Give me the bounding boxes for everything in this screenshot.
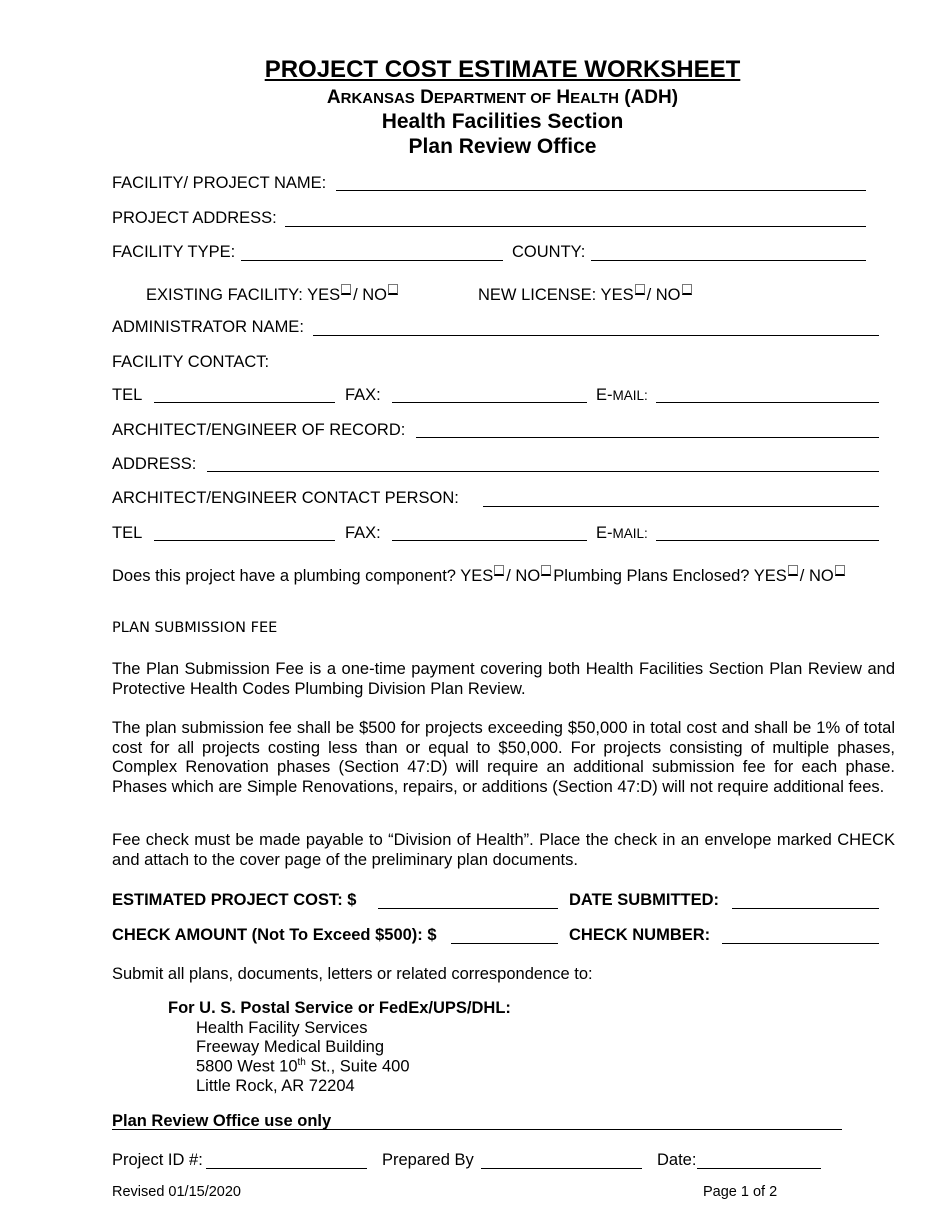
plumbing-plans-no-label: / NO [799, 567, 834, 585]
address-line-3 [196, 1057, 410, 1077]
architect-record-field[interactable] [416, 437, 879, 438]
plumbing-plans-label: Plumbing Plans Enclosed? YES [553, 567, 787, 585]
existing-no-checkbox[interactable] [388, 284, 398, 295]
architect-address-label: ADDRESS: [112, 455, 197, 473]
plumbing-no-checkbox[interactable] [541, 565, 551, 576]
page-number: Page 1 of 2 [703, 1184, 778, 1200]
address-line-4: Little Rock, AR 72204 [196, 1077, 355, 1095]
architect-fax-label: FAX: [345, 524, 381, 542]
plumbing-question: Does this project have a plumbing component? YES [112, 567, 494, 585]
office-date-field[interactable] [697, 1168, 821, 1169]
dept-word-rkansas: RKANSAS [340, 90, 415, 107]
project-address-field[interactable] [285, 226, 866, 227]
administrator-name-label: ADMINISTRATOR NAME: [112, 318, 304, 336]
county-label: COUNTY: [512, 243, 586, 261]
facility-project-name-field[interactable] [336, 190, 866, 191]
facility-fax-field[interactable] [392, 402, 587, 403]
facility-type-label: FACILITY TYPE: [112, 243, 236, 261]
county-field[interactable] [591, 260, 866, 261]
new-license-label: NEW LICENSE: YES [478, 286, 634, 304]
existing-yes-checkbox[interactable] [341, 284, 351, 295]
architect-record-label: ARCHITECT/ENGINEER OF RECORD: [112, 421, 406, 439]
dept-word-ealth: EALTH [570, 90, 619, 107]
submit-intro: Submit all plans, documents, letters or related correspondence to: [112, 965, 593, 983]
estimated-cost-field[interactable] [378, 908, 558, 909]
existing-facility-row [146, 284, 400, 305]
office-name: Plan Review Office [408, 135, 597, 158]
architect-email-label [596, 524, 648, 543]
facility-tel-label: TEL [112, 386, 143, 404]
architect-address-field[interactable] [207, 471, 879, 472]
email-mail: MAIL: [612, 388, 648, 403]
estimated-cost-label: ESTIMATED PROJECT COST: $ [112, 891, 357, 909]
new-license-yes-checkbox[interactable] [635, 284, 645, 295]
date-submitted-field[interactable] [732, 908, 879, 909]
address-ordinal: th [297, 1057, 306, 1068]
facility-type-field[interactable] [241, 260, 503, 261]
facility-fax-label: FAX: [345, 386, 381, 404]
check-amount-field[interactable] [451, 943, 558, 944]
revised-date: Revised 01/15/2020 [112, 1184, 241, 1200]
office-date-label: Date: [657, 1151, 697, 1169]
prepared-by-label: Prepared By [382, 1151, 474, 1169]
facility-project-name-label: FACILITY/ PROJECT NAME: [112, 174, 327, 192]
dept-letter-d: D [420, 87, 434, 108]
section-name: Health Facilities Section [381, 110, 624, 133]
address-suite: St., Suite 400 [305, 1057, 410, 1076]
project-address-label: PROJECT ADDRESS: [112, 209, 277, 227]
facility-email-field[interactable] [656, 402, 879, 403]
office-use-rule [112, 1129, 842, 1130]
fee-paragraph-3: Fee check must be made payable to “Division of Health”. Place the check in an envelope marked CHECK and attach to the cover page of the preliminary plan documents. [112, 831, 895, 869]
existing-no-label: / NO [353, 286, 388, 304]
address-street: 5800 West 10 [196, 1057, 298, 1076]
architect-contact-label: ARCHITECT/ENGINEER CONTACT PERSON: [112, 489, 459, 507]
plumbing-yes-checkbox[interactable] [494, 565, 504, 576]
dept-word-epartment: EPARTMENT OF [433, 90, 552, 107]
fee-paragraph-2: The plan submission fee shall be $500 for projects exceeding $50,000 in total cost and shall be 1% of total cost for all projects costing less than or equal to $50,000. For projects consisting of multiple phases, Complex Renovation phases (Section 47:D) will require an additional submission fee for each phase. Phases which are Simple Renovations, repairs, or additions (Section 47:D) will not require additional fees. [112, 719, 895, 796]
address-line-2: Freeway Medical Building [196, 1038, 385, 1056]
check-amount-label: CHECK AMOUNT (Not To Exceed $500): $ [112, 926, 437, 944]
architect-tel-label: TEL [112, 524, 143, 542]
plumbing-no-label: / NO [506, 567, 541, 585]
email-e: E- [596, 524, 613, 542]
email-mail: MAIL: [612, 526, 648, 541]
project-id-label: Project ID #: [112, 1151, 203, 1169]
architect-fax-field[interactable] [392, 540, 587, 541]
plumbing-plans-no-checkbox[interactable] [835, 565, 845, 576]
prepared-by-field[interactable] [481, 1168, 642, 1169]
dept-letter-h: H [556, 87, 571, 108]
architect-contact-field[interactable] [483, 506, 879, 507]
department-name [0, 87, 950, 109]
fee-paragraph-1: The Plan Submission Fee is a one-time payment covering both Health Facilities Section Plan Review and Protective Health Codes Plumbing Division Plan Review. [112, 660, 895, 698]
dept-abbrev: (ADH) [624, 87, 679, 108]
fee-heading: PLAN SUBMISSION FEE [112, 620, 278, 636]
facility-contact-label: FACILITY CONTACT: [112, 353, 270, 371]
new-license-no-label: / NO [646, 286, 681, 304]
facility-email-label [596, 386, 648, 405]
new-license-row [478, 284, 694, 305]
email-e: E- [596, 386, 613, 404]
office-use-heading: Plan Review Office use only [112, 1112, 332, 1130]
carrier-heading: For U. S. Postal Service or FedEx/UPS/DHL: [168, 999, 511, 1017]
project-id-field[interactable] [206, 1168, 367, 1169]
check-number-field[interactable] [722, 943, 879, 944]
check-number-label: CHECK NUMBER: [569, 926, 711, 944]
page-title: PROJECT COST ESTIMATE WORKSHEET [264, 56, 741, 83]
plumbing-row [112, 565, 847, 586]
facility-tel-field[interactable] [154, 402, 335, 403]
date-submitted-label: DATE SUBMITTED: [569, 891, 720, 909]
existing-facility-label: EXISTING FACILITY: YES [146, 286, 341, 304]
address-line-1: Health Facility Services [196, 1019, 368, 1037]
administrator-name-field[interactable] [313, 335, 879, 336]
plumbing-plans-yes-checkbox[interactable] [788, 565, 798, 576]
new-license-no-checkbox[interactable] [682, 284, 692, 295]
architect-tel-field[interactable] [154, 540, 335, 541]
architect-email-field[interactable] [656, 540, 879, 541]
dept-letter-a: A [326, 87, 341, 108]
